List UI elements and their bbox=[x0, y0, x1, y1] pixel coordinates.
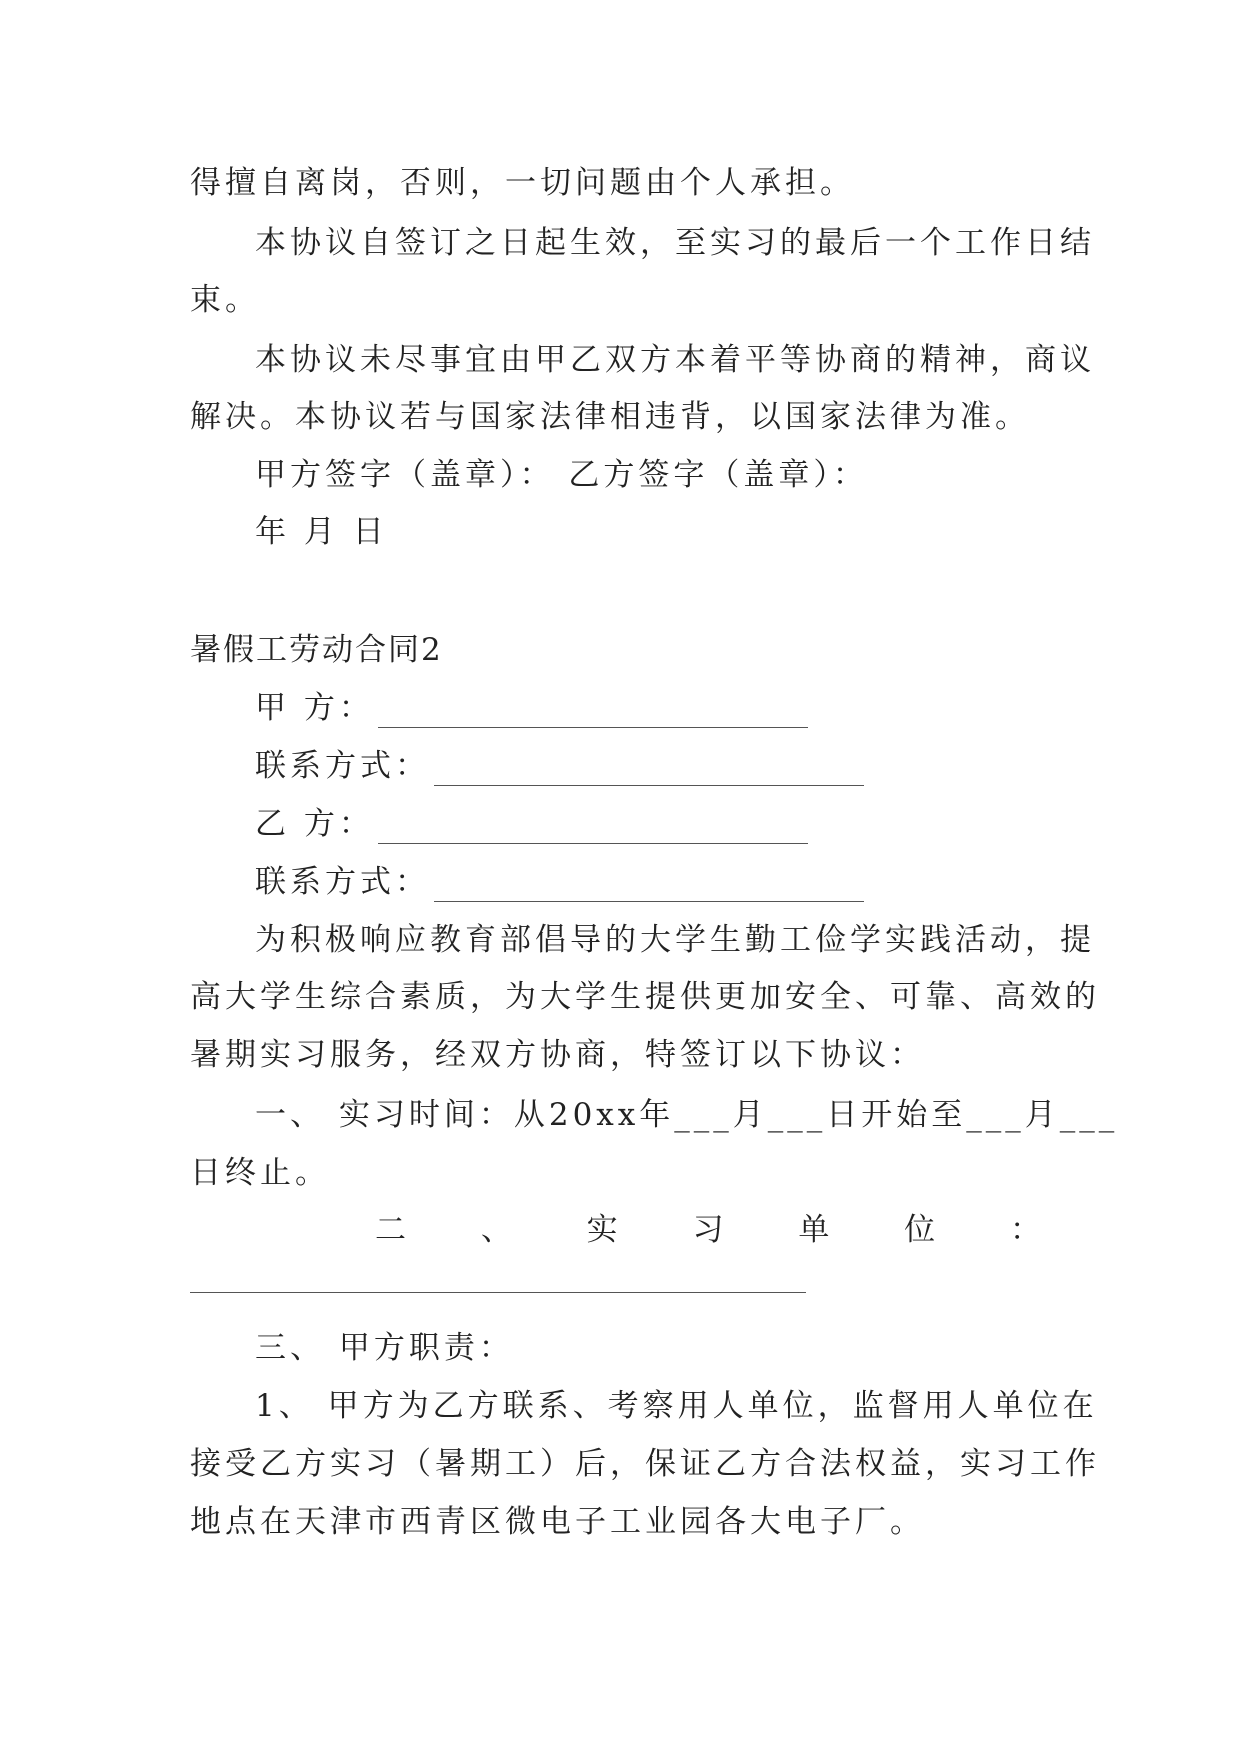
contact-b-blank bbox=[434, 871, 864, 902]
item2-char: 实 bbox=[586, 1212, 622, 1248]
item2-char: 位 bbox=[904, 1212, 940, 1248]
contact-a-label: 联系方式： bbox=[255, 748, 430, 784]
contact-a-row bbox=[255, 746, 1050, 786]
date-line: 年 月 日 bbox=[255, 514, 388, 550]
paragraph-line: 解决。本协议若与国家法律相违背，以国家法律为准。 bbox=[190, 399, 1030, 435]
signature-line: 甲方签字（盖章）： 乙方签字（盖章）： bbox=[255, 457, 868, 493]
party-a-row bbox=[255, 688, 1050, 728]
party-b-blank bbox=[378, 813, 808, 844]
party-b-row bbox=[255, 804, 1050, 844]
party-a-label: 甲 方： bbox=[255, 690, 374, 726]
paragraph-line: 束。 bbox=[190, 282, 260, 318]
item3-line: 1、 甲方为乙方联系、考察用人单位，监督用人单位在 bbox=[255, 1388, 1098, 1424]
item2-char: 习 bbox=[692, 1212, 728, 1248]
section-title: 暑假工劳动合同2 bbox=[190, 632, 443, 668]
paragraph-line: 本协议自签订之日起生效，至实习的最后一个工作日结 bbox=[255, 225, 1095, 261]
item3-line: 接受乙方实习（暑期工）后，保证乙方合法权益，实习工作 bbox=[190, 1446, 1100, 1482]
item1-line: 日终止。 bbox=[190, 1155, 330, 1191]
intro-line: 为积极响应教育部倡导的大学生勤工俭学实践活动，提 bbox=[255, 922, 1095, 958]
contact-b-label: 联系方式： bbox=[255, 864, 430, 900]
contact-b-row bbox=[255, 862, 1050, 902]
intro-line: 暑期实习服务，经双方协商，特签订以下协议： bbox=[190, 1037, 925, 1073]
contact-a-blank bbox=[434, 755, 864, 786]
item2-blank bbox=[190, 1292, 806, 1293]
intro-line: 高大学生综合素质，为大学生提供更加安全、可靠、高效的 bbox=[190, 979, 1100, 1015]
item2-char: 、 bbox=[480, 1212, 516, 1248]
item2-line bbox=[375, 1210, 1045, 1250]
item1-line: 一、 实习时间：从20xx年___月___日开始至___月___ bbox=[255, 1097, 1119, 1133]
item3-line: 地点在天津市西青区微电子工业园各大电子厂。 bbox=[190, 1504, 925, 1540]
party-a-blank bbox=[378, 697, 808, 728]
item2-char: 二 bbox=[375, 1212, 410, 1248]
item2-char: ： bbox=[1009, 1212, 1045, 1248]
item3-heading: 三、 甲方职责： bbox=[255, 1330, 514, 1366]
item2-char: 单 bbox=[798, 1212, 834, 1248]
paragraph-line: 得擅自离岗，否则，一切问题由个人承担。 bbox=[190, 165, 855, 201]
party-b-label: 乙 方： bbox=[255, 806, 374, 842]
paragraph-line: 本协议未尽事宜由甲乙双方本着平等协商的精神，商议 bbox=[255, 342, 1095, 378]
